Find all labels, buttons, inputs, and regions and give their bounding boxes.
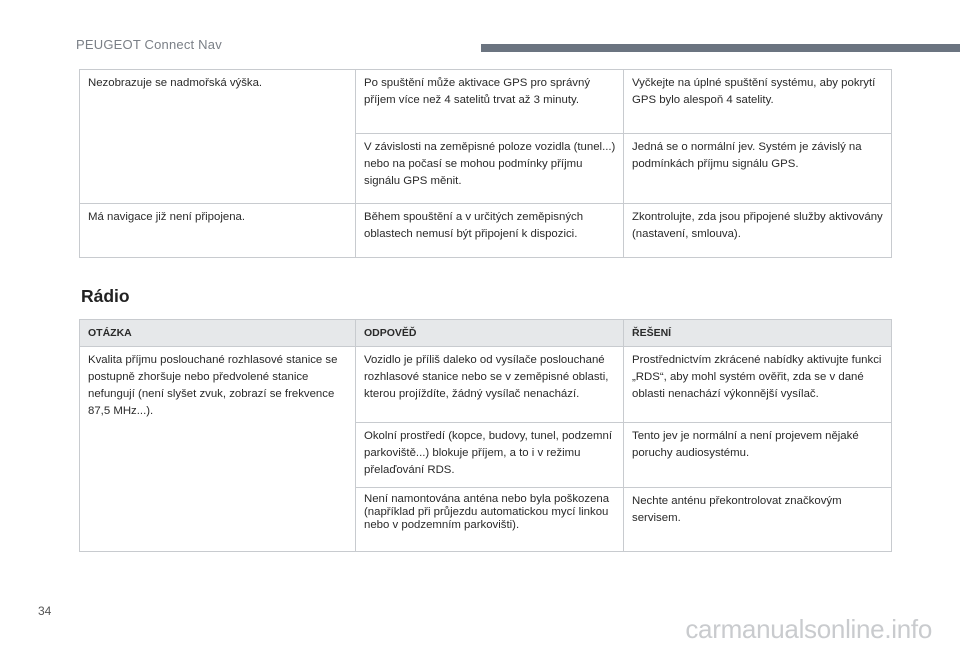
table-row	[80, 70, 892, 134]
column-header-answer: ODPOVĚĎ	[356, 320, 624, 347]
table-row	[80, 204, 892, 258]
solution-cell: Vyčkejte na úplné spuštění systému, aby pokrytí GPS bylo alespoň 4 satelity.	[624, 70, 892, 134]
page-number: 34	[38, 604, 52, 618]
answer-cell: Není namontována anténa nebo byla poškozena (například při průjezdu automatickou mycí linkou nebo v podzemním parkovišti).	[356, 488, 624, 552]
answer-cell: Během spouštění a v určitých zeměpisných oblastech nemusí být připojení k dispozici.	[356, 204, 624, 258]
section-title: Rádio	[81, 286, 130, 306]
answer-cell: Vozidlo je příliš daleko od vysílače poslouchané rozhlasové stanice nebo se v zeměpisné oblasti, kterou projíždíte, žádný vysílač nenachází.	[356, 347, 624, 423]
solution-cell: Jedná se o normální jev. Systém je závislý na podmínkách příjmu signálu GPS.	[624, 134, 892, 204]
header-title: PEUGEOT Connect Nav	[76, 37, 222, 52]
header-bar	[481, 44, 960, 52]
answer-cell: V závislosti na zeměpisné poloze vozidla (tunel...) nebo na počasí se mohou podmínky příjmu signálu GPS měnit.	[356, 134, 624, 204]
table-row	[80, 347, 892, 423]
watermark: carmanualsonline.info	[685, 614, 932, 644]
question-cell: Nezobrazuje se nadmořská výška.	[80, 70, 356, 204]
gps-table	[79, 69, 892, 258]
solution-cell: Zkontrolujte, zda jsou připojené služby aktivovány (nastavení, smlouva).	[624, 204, 892, 258]
answer-cell: Po spuštění může aktivace GPS pro správný příjem více než 4 satelitů trvat až 3 minuty.	[356, 70, 624, 134]
table-header-row	[80, 320, 892, 347]
radio-table	[79, 319, 892, 552]
column-header-solution: ŘEŠENÍ	[624, 320, 892, 347]
solution-cell: Prostřednictvím zkrácené nabídky aktivujte funkci „RDS“, aby mohl systém ověřit, zda se v dané oblasti nenachází výkonnější vysílač.	[624, 347, 892, 423]
question-cell: Má navigace již není připojena.	[80, 204, 356, 258]
answer-cell: Okolní prostředí (kopce, budovy, tunel, podzemní parkoviště...) blokuje příjem, a to i v režimu přelaďování RDS.	[356, 423, 624, 488]
question-cell: Kvalita příjmu poslouchané rozhlasové stanice se postupně zhoršuje nebo předvolené stanice nefungují (není slyšet zvuk, zobrazí se frekvence 87,5 MHz...).	[80, 347, 356, 552]
solution-cell: Nechte anténu překontrolovat značkovým servisem.	[624, 488, 892, 552]
column-header-question: OTÁZKA	[80, 320, 356, 347]
solution-cell: Tento jev je normální a není projevem nějaké poruchy audiosystému.	[624, 423, 892, 488]
